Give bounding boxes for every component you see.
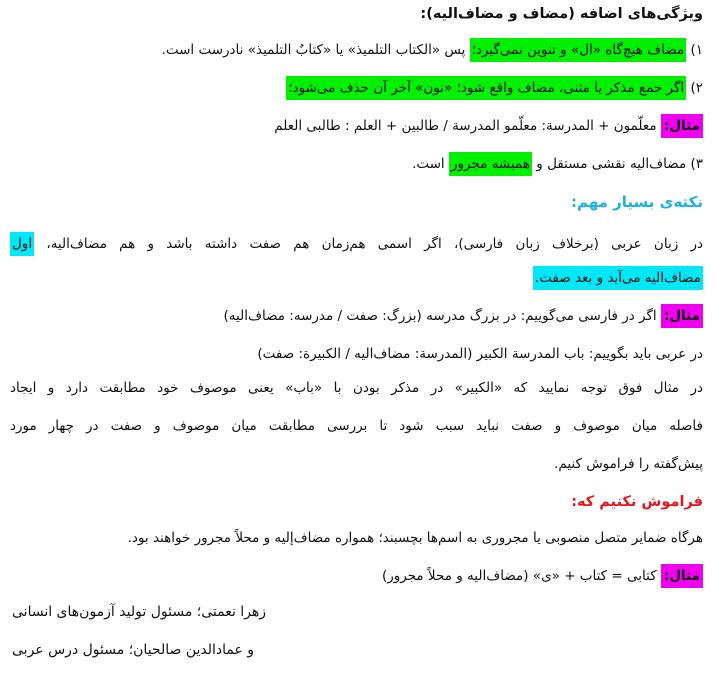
- paragraph-line-1: در مثال فوق توجه نمایید که «الکبیر» در مذکر بودن با «باب» یعنی موصوف خود مطابقت دارد و ایجاد: [10, 380, 703, 396]
- paragraph-line-2: فاصله میان موصوف و صفت نباید سبب شود تا بررسی مطابقت میان موصوف و صفت در چهار مورد: [10, 418, 703, 434]
- arabic-example-line: در عربی باید بگوییم: باب المدرسة الکبیر (المدرسة: مضاف‌الیه / الکبیرة: صفت): [257, 346, 703, 362]
- example-3: مثال: کتابی = کتاب + «ی» (مضاف‌الیه و محلاً مجرور): [10, 564, 703, 590]
- highlight-cyan: مضاف‌الیه می‌آید و بعد صفت.: [533, 266, 703, 290]
- highlight-green: مضاف هیچ‌گاه «ال» و تنوین نمی‌گیرد؛: [470, 38, 687, 62]
- example-1: مثال: معلّمون + المدرسة: معلّمو المدرسة / طالبین + العلم : طالبی العلم: [10, 114, 703, 140]
- pronoun-rule-line: هرگاه ضمایر متصل منصوبی یا مجروری به اسم‌ها بچسبند؛ همواره مضاف‌إلیه و محلاً مجرور خواهند بود.: [127, 530, 703, 546]
- example-label: مثال:: [661, 114, 703, 138]
- note-heading: نکته‌ی بسیار مهم:: [570, 193, 703, 211]
- note-line-2: [10, 266, 703, 292]
- item-3: ۳) مضاف‌الیه نقشی مستقل و همیشه مجرور است.: [10, 152, 703, 178]
- example-2: مثال: اگر در فارسی می‌گوییم: در بزرگ مدرسه (بزرگ: صفت / مدرسه: مضاف‌الیه): [10, 304, 703, 330]
- example-label: مثال:: [661, 564, 703, 588]
- item-2: ۲) اگر جمع مذکر یا مثنی، مضاف واقع شود؛ «نون» آخر آن حذف می‌شود؛: [10, 76, 703, 102]
- highlight-green: همیشه مجرور: [449, 152, 532, 176]
- example-label: مثال:: [661, 304, 703, 328]
- highlight-green: اگر جمع مذکر یا مثنی، مضاف واقع شود؛ «نون» آخر آن حذف می‌شود؛: [286, 76, 686, 100]
- credit-line-2: و عمادالدین صالحیان؛ مسئول درس عربی: [12, 642, 255, 658]
- credit-line-1: زهرا نعمتی؛ مسئول تولید آزمون‌های انسانی: [12, 604, 267, 620]
- item-1: ۱) مضاف هیچ‌گاه «ال» و تنوین نمی‌گیرد؛ پس «الکتاب التلمیذ» یا «کتابٌ التلمیذ» نادرست است.: [10, 38, 703, 64]
- forget-heading: فراموش نکنیم که:: [571, 494, 703, 510]
- section-heading: ویژگی‌های اضافه (مضاف و مضاف‌الیه):: [420, 6, 703, 22]
- note-line-1: در زبان عربی (برخلاف زبان فارسی)، اگر اسمی هم‌زمان هم صفت داشته باشد و هم مضاف‌الیه، اول: [10, 232, 703, 258]
- paragraph-line-3: پیش‌گفته را فراموش کنیم.: [554, 456, 703, 472]
- highlight-cyan: اول: [10, 232, 34, 256]
